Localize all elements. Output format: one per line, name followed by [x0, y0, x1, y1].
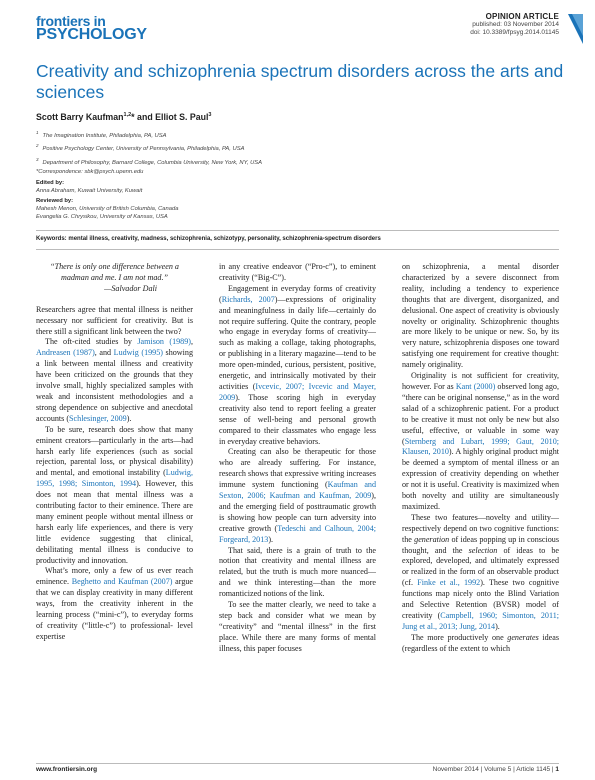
affiliation-number: 2: [36, 143, 39, 149]
citation-link[interactable]: Kaufman and Sexton, 2006; Kaufman and Kaufman, 2009: [219, 480, 376, 501]
paragraph: Researchers agree that mental illness is neither necessary nor sufficient for creativity. But is there still a significant link between the two?: [36, 304, 193, 336]
text-run: The oft-cited studies by: [45, 337, 138, 347]
journal-name-line2: PSYCHOLOGY: [36, 26, 147, 43]
text-run: ). However, this does not mean that mental illness was a contributing factor to their eminence. There are many eminent people without mental illness or harsh early life experiences, and there is very little evidence suggesting that clinical, debilitating mental illness is conducive to productivity and innovation.: [36, 479, 193, 565]
corresponding-mark: *: [131, 112, 135, 122]
reviewer-name: Evangelia G. Chrysikou, University of Kansas, USA: [36, 214, 168, 220]
author-name[interactable]: Scott Barry Kaufman: [36, 112, 124, 122]
paragraph: [402, 633, 559, 655]
author-name[interactable]: Elliot S. Paul: [155, 112, 209, 122]
text-run: ideas (regardless of the extent to which: [402, 632, 559, 653]
citation-link[interactable]: Beghetto and Kaufman (2007): [71, 577, 173, 587]
text-run: ), and the emerging field of posttraumatic growth is showing how people can turn adversity into creative growth (: [219, 491, 376, 533]
text-run: ). These two cognitive functions map nicely onto the Blind Variation and Selective Retention (BVSR) model of creativity (: [402, 578, 559, 620]
affiliation-item: [36, 155, 262, 168]
divider: [36, 249, 559, 250]
text-run: What’s more, only a few of us ever reach eminence.: [36, 566, 193, 587]
text-run: ). A highly original product might be deemed a symptom of mental illness or an expression of creativity depending on whether or not it is useful. Creativity is maximized when both novelty and utility are simultaneously maximized.: [402, 447, 559, 511]
reviewer-name: Mahesh Menon, University of British Columbia, Canada: [36, 206, 179, 212]
author-superscript: 1,2: [123, 112, 132, 119]
divider: [36, 230, 559, 231]
emphasis: selection: [468, 545, 498, 555]
author-superscript: 3: [208, 112, 212, 119]
text-run: ,: [190, 337, 194, 347]
paragraph: [402, 513, 559, 633]
edited-by-label: Edited by:: [36, 180, 65, 186]
corner-mark-icon: [568, 14, 583, 44]
citation-link[interactable]: Sternberg and Lubart, 1999; Gaut, 2010; Klausen, 2010: [402, 436, 559, 457]
keywords-label: Keywords:: [36, 236, 67, 242]
author-separator: and: [134, 112, 156, 122]
affiliation-text: Positive Psychology Center, University of Pennsylvania, Philadelphia, PA, USA: [42, 146, 245, 153]
footer-divider: [36, 763, 559, 764]
paragraph: [36, 337, 193, 424]
text-run: of ideas to be explored, developed, and ultimately expressed or realized in the form of an observable product (cf.: [402, 545, 559, 588]
epigraph-author: —Salvador Dali: [104, 283, 157, 293]
page-number: 1: [555, 766, 559, 773]
body-column-2: [219, 262, 376, 655]
reviewed-by-label: Reviewed by:: [36, 198, 74, 204]
publish-date: published: 03 November 2014: [472, 21, 559, 28]
paragraph: [219, 447, 376, 545]
journal-name-line1: frontiers in: [36, 13, 106, 29]
keywords: [36, 236, 559, 242]
text-run: ).: [495, 621, 500, 631]
body-column-1: [36, 262, 193, 643]
text-run: ). Those scoring high in everyday creativity also tend to report feeling a greater sense of well-being and personal growth compared to their classmates who engage less in everyday creative behaviors.: [219, 392, 376, 446]
text-run: observed long ago, “there can be original nonsense,” as in the word salad of a schizophrenic patient. For a product to be creative it must not only be new but also useful, effective, or valuable in some way (: [402, 381, 559, 446]
author-list: [36, 112, 211, 122]
affiliations: [36, 128, 262, 178]
citation-link[interactable]: Jamison (1989): [137, 337, 191, 347]
editors-block: [36, 179, 178, 221]
keywords-text: mental illness, creativity, madness, schizophrenia, schizotypy, personality, schizophrenia-spectrum disorders: [68, 236, 381, 242]
text-run: argue that we can display creativity in many different ways, from the creativity inherent in the learning process (“mini-c”), to everyday forms of creativity (“little-c”) to professional- level expertise: [36, 577, 194, 641]
paragraph: To see the matter clearly, we need to take a step back and consider what we mean by “creativity” and “mental illness” in the first place. While there are many forms of mental illness, this paper focuses: [219, 600, 376, 653]
footer-citation: [433, 766, 559, 773]
footer-issue: November 2014 | Volume 5 | Article 1145 |: [432, 766, 556, 773]
text-run: , and: [94, 348, 114, 358]
paragraph: on schizophrenia, a mental disorder characterized by a severe disconnect from reality, including a tendency to experience thoughts that are divergent, disorganized, and delusional. One aspect of creativity is obviously novelty or originality. Schizophrenic thoughts are more likely to be unique or new. So, by its very nature, schizophrenia disposes one toward satisfying one requirement for creative thought: namely originality.: [402, 262, 559, 370]
text-run: Originality is not sufficient for creativity, however. For as: [402, 371, 559, 391]
text-run: showing a link between mental illness and creativity have been criticized on the grounds that they involve small, highly specialized samples with weak and inconsistent methodologies and a strong dependence on subjective and anecdotal accounts (: [36, 348, 193, 423]
text-run: )—expressions of originality and meaningfulness in daily life—certainly do not require suffering. Quite the contrary, people who engage in everyday forms of creativity—such as making a collage, taking photographs, or publishing in a literary magazine—tend to be more open-minded, curious, persistent, positive, energetic, and intrinsically motivated by their activities (: [219, 294, 376, 391]
article-title: Creativity and schizophrenia spectrum disorders across the arts and sciences: [36, 61, 564, 102]
paragraph: [36, 566, 193, 642]
emphasis: generates: [507, 632, 539, 642]
text-run: ).: [126, 413, 132, 423]
affiliation-number: 3: [36, 156, 39, 162]
epigraph-text: “There is only one difference between a madman and me. I am not mad.”: [50, 262, 179, 282]
citation-link[interactable]: Schlesinger, 2009: [69, 413, 127, 423]
epigraph: [36, 262, 193, 295]
citation-link[interactable]: Tedeschi and Calhoun, 2004; Forgeard, 2013: [219, 523, 376, 544]
citation-link[interactable]: Richards, 2007: [221, 294, 275, 304]
text-run: To be sure, research does show that many eminent creators—particularly in the arts—had harsh early life experiences (such as social rejection, parental loss, or physical disability) and mental, and emotional instability (: [36, 424, 193, 478]
paragraph: [402, 371, 559, 513]
article-type: OPINION ARTICLE: [485, 12, 559, 21]
correspondence-text[interactable]: *Correspondence: sbk@psych.upenn.edu: [36, 169, 144, 176]
citation-link[interactable]: Campbell, 1960; Simonton, 2011; Jung et al., 2013; Jung, 2014: [402, 611, 559, 631]
text-run: of ideas popping up in conscious thought, and the: [402, 534, 559, 555]
citation-link[interactable]: Finke et al., 1992: [417, 578, 481, 588]
citation-link[interactable]: Kant (2000): [455, 381, 496, 391]
citation-link[interactable]: Ludwig, 1995, 1998; Simonton, 1994: [36, 468, 193, 489]
emphasis: generation: [414, 534, 450, 544]
paragraph: [219, 284, 376, 448]
text-run: ).: [268, 534, 274, 544]
text-run: These two features—novelty and utility—respectively depend on two cognitive functions: the: [402, 512, 559, 544]
paragraph: in any creative endeavor (“Pro-c”), to eminent creativity (“Big-C”).: [219, 262, 376, 282]
text-run: Engagement in everyday forms of creativity (: [219, 283, 376, 304]
affiliation-item: [36, 128, 262, 141]
affiliation-item: [36, 141, 262, 154]
citation-link[interactable]: Ivcevic, 2007; Ivcevic and Mayer, 2009: [219, 381, 377, 402]
article-meta: [470, 13, 559, 37]
paragraph: That said, there is a grain of truth to the notion that creativity and mental illness are related, but the truth is much more nuanced—and we think interesting—than the more romanticized notions of the link.: [219, 545, 376, 599]
body-column-3: [402, 262, 559, 655]
text-run: The more productively one: [411, 632, 508, 642]
text-run: Creating can also be therapeutic for those who are already suffering. For instance, research shows that expressive writing increases immune system functioning (: [219, 447, 376, 490]
correspondence: [36, 168, 262, 178]
footer-site-link[interactable]: www.frontiersin.org: [36, 766, 98, 773]
affiliation-number: 1: [36, 130, 39, 135]
paragraph: [36, 425, 193, 567]
citation-link[interactable]: Ludwig (1995): [113, 348, 163, 358]
journal-logo: [36, 14, 147, 42]
editor-name: Anna Abraham, Kuwait University, Kuwait: [36, 188, 143, 194]
affiliation-text: The Imagination Institute, Philadelphia, PA, USA: [42, 132, 167, 139]
citation-link[interactable]: Andreasen (1987): [36, 348, 95, 358]
doi[interactable]: doi: 10.3389/fpsyg.2014.01145: [470, 29, 559, 36]
affiliation-text: Department of Philosophy, Barnard College, Columbia University, New York, NY, USA: [42, 159, 263, 166]
